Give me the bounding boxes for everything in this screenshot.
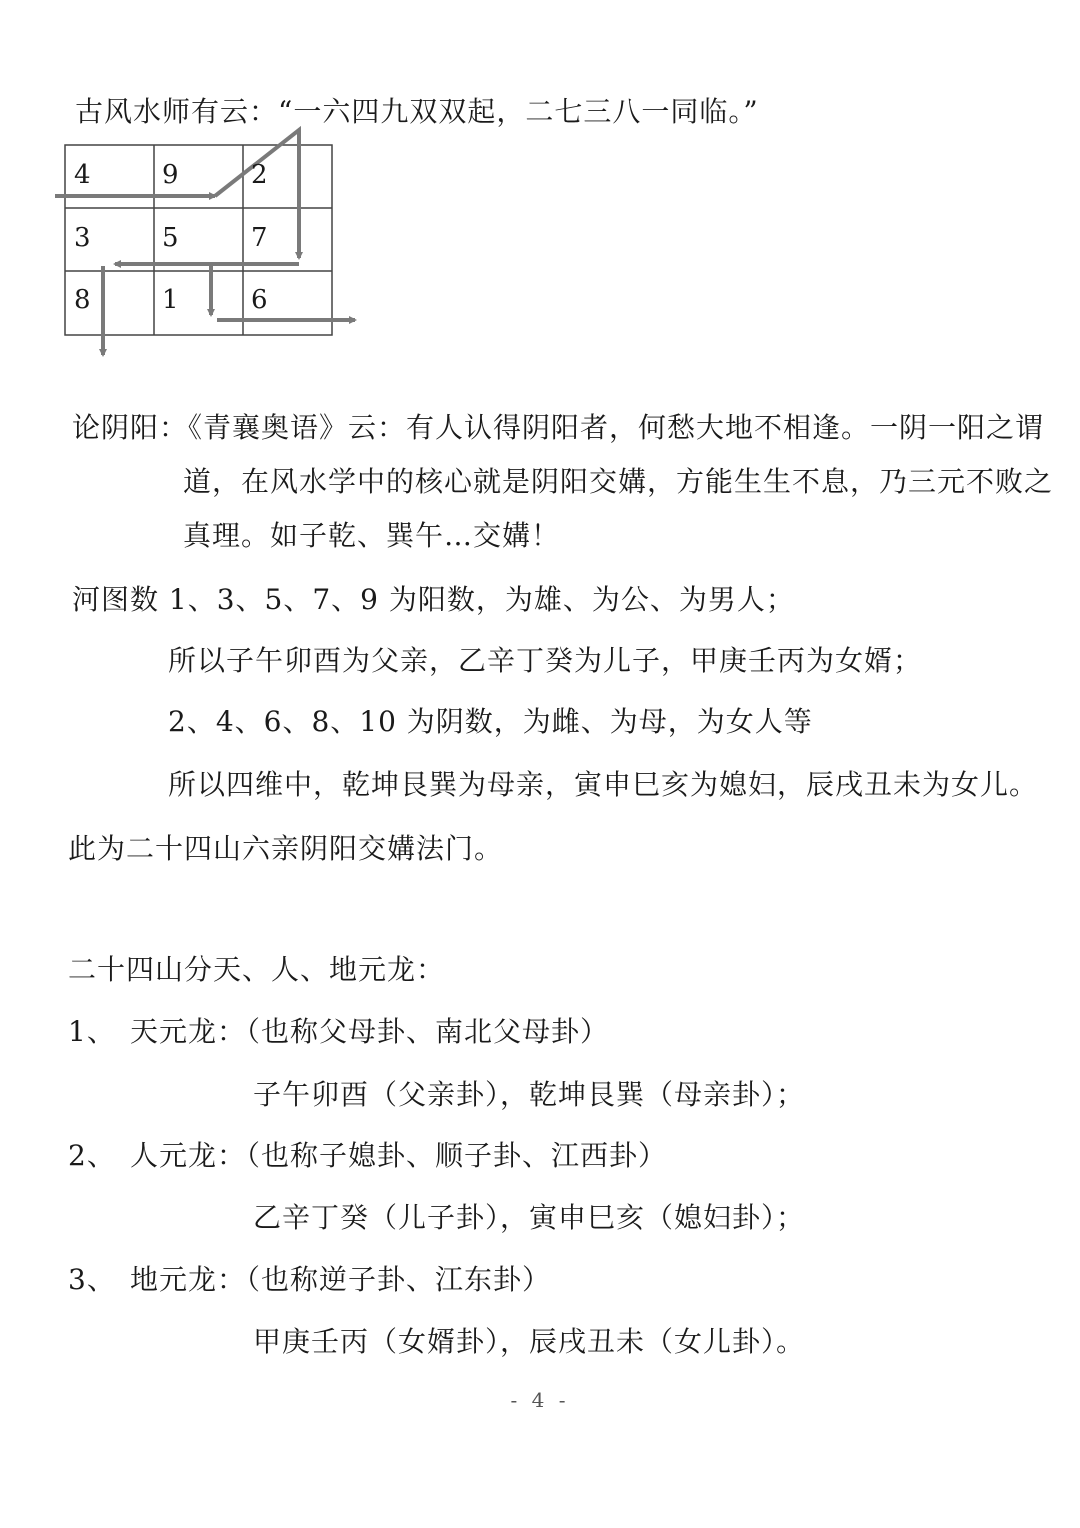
cell-4: 4 — [74, 160, 91, 190]
dragons-heading: 二十四山分天、人、地元龙： — [68, 953, 446, 986]
flying-star-path-arrows — [55, 130, 355, 355]
hetu-line-5: 此为二十四山六亲阴阳交媾法门。 — [68, 832, 504, 865]
yinyang-line-3: 真理。如子乾、巽午…交媾！ — [183, 519, 561, 552]
grid-lines — [65, 145, 332, 335]
magic-square-svg — [55, 140, 375, 370]
dragon-1-title: 天元龙：（也称父母卦、南北父母卦） — [130, 1015, 610, 1048]
cell-6: 6 — [251, 285, 268, 315]
cell-7: 7 — [251, 223, 268, 253]
cell-3: 3 — [74, 223, 91, 253]
dragon-1-detail: 子午卯酉（父亲卦），乾坤艮巽（母亲卦）； — [253, 1078, 806, 1111]
yinyang-line-2: 道，在风水学中的核心就是阴阳交媾，方能生生不息，乃三元不败之 — [183, 465, 1054, 498]
dragon-1-number: 1、 — [68, 1015, 116, 1048]
quote-line: 古风水师有云：“一六四九双双起，二七三八一同临。” — [75, 95, 759, 128]
yinyang-line-1: 论阴阳：《青襄奥语》云：有人认得阴阳者，何愁大地不相逢。一阴一阳之谓 — [72, 411, 1045, 444]
hetu-line-3: 2、4、6、8、10 为阴数，为雌、为母，为女人等 — [168, 705, 813, 738]
dragon-2-number: 2、 — [68, 1139, 116, 1172]
cell-8: 8 — [74, 285, 91, 315]
cell-5: 5 — [162, 223, 179, 253]
cell-1: 1 — [162, 285, 179, 315]
dragon-3-detail: 甲庚壬丙（女婿卦），辰戌丑未（女儿卦）。 — [253, 1325, 806, 1358]
dragon-2-title: 人元龙：（也称子媳卦、顺子卦、江西卦） — [130, 1139, 668, 1172]
dragon-3-number: 3、 — [68, 1263, 116, 1296]
dragon-2-detail: 乙辛丁癸（儿子卦），寅申巳亥（媳妇卦）； — [253, 1201, 806, 1234]
dragon-3-title: 地元龙：（也称逆子卦、江东卦） — [130, 1263, 552, 1296]
hetu-line-4: 所以四维中，乾坤艮巽为母亲，寅申巳亥为媳妇，辰戌丑未为女儿。 — [168, 768, 1039, 801]
hetu-line-2: 所以子午卯酉为父亲，乙辛丁癸为儿子，甲庚壬丙为女婿； — [168, 644, 923, 677]
cell-9: 9 — [162, 160, 179, 190]
magic-square-diagram — [55, 140, 375, 370]
hetu-line-1: 河图数 1、3、5、7、9 为阳数，为雄、为公、为男人； — [72, 583, 795, 616]
page-number: - 4 - — [510, 1388, 570, 1412]
cell-2: 2 — [251, 160, 268, 190]
